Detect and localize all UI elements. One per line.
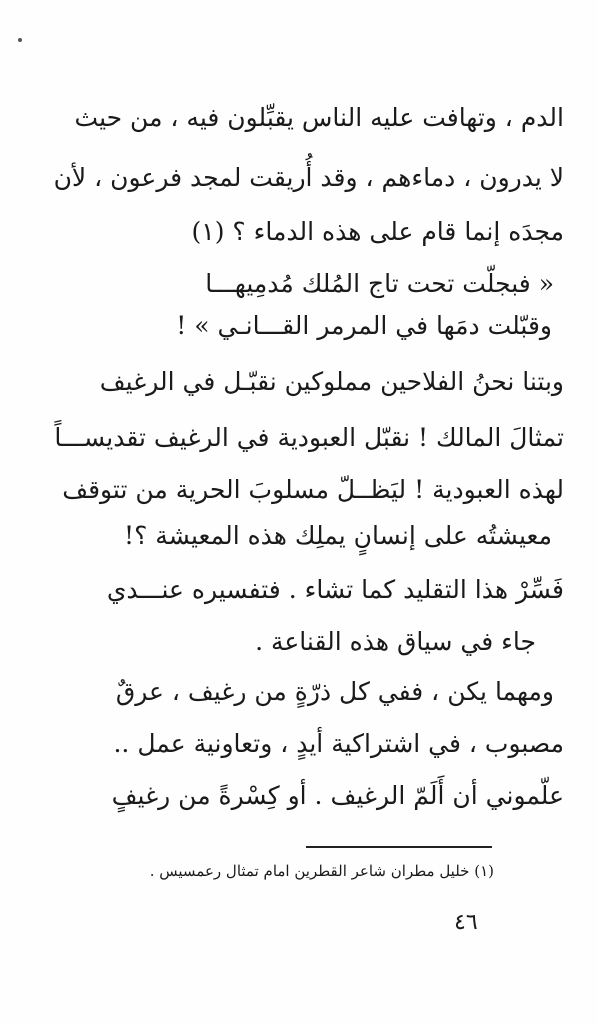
body-line-1: الدم ، وتهافت عليه الناس يقبِّلون فيه ، من حيث xyxy=(74,103,564,132)
body-line-10: فَسِّرْ هذا التقليد كما تشاء . فتفسيره عنـــدي xyxy=(106,575,564,604)
page-number: ٤٦ xyxy=(454,910,478,935)
page-speck xyxy=(18,38,22,42)
body-line-6: وبتنا نحنُ الفلاحين مملوكين نقبّـل في الرغيف xyxy=(99,367,564,396)
body-line-13: مصبوب ، في اشتراكية أيدٍ ، وتعاونية عمل .. xyxy=(113,729,564,758)
verse-line-1: « فبجلّت تحت تاج المُلك مُدمِيهـــا xyxy=(205,269,554,298)
body-line-14: علّموني أن أَلَمّ الرغيف . أو كِسْرةً من رغيفٍ xyxy=(111,781,564,810)
footnote: (١) خليل مطران شاعر القطرين امام تمثال رعمسيس . xyxy=(149,862,494,880)
body-line-12: ومهما يكن ، ففي كل ذرّةٍ من رغيف ، عرقٌ xyxy=(115,677,554,706)
body-line-8: لهذه العبودية ! ليَظــلّ مسلوبَ الحرية من تتوقف xyxy=(62,475,564,504)
body-line-3: مجدَه إنما قام على هذه الدماء ؟ (١) xyxy=(191,217,564,246)
body-line-2: لا يدرون ، دماءهم ، وقد أُريقت لمجد فرعون ، لأن xyxy=(53,163,564,192)
verse-line-2: وقبّلت دمَها في المرمر القـــانـي » ! xyxy=(176,311,552,340)
body-line-9: معيشتُه على إنسانٍ يملِك هذه المعيشة ؟! xyxy=(124,521,552,550)
body-line-7: تمثالَ المالك ! نقبّل العبودية في الرغيف تقديســـاً xyxy=(54,423,564,452)
body-line-11: جاء في سياق هذه القناعة . xyxy=(255,627,536,656)
footnote-divider xyxy=(306,846,492,848)
